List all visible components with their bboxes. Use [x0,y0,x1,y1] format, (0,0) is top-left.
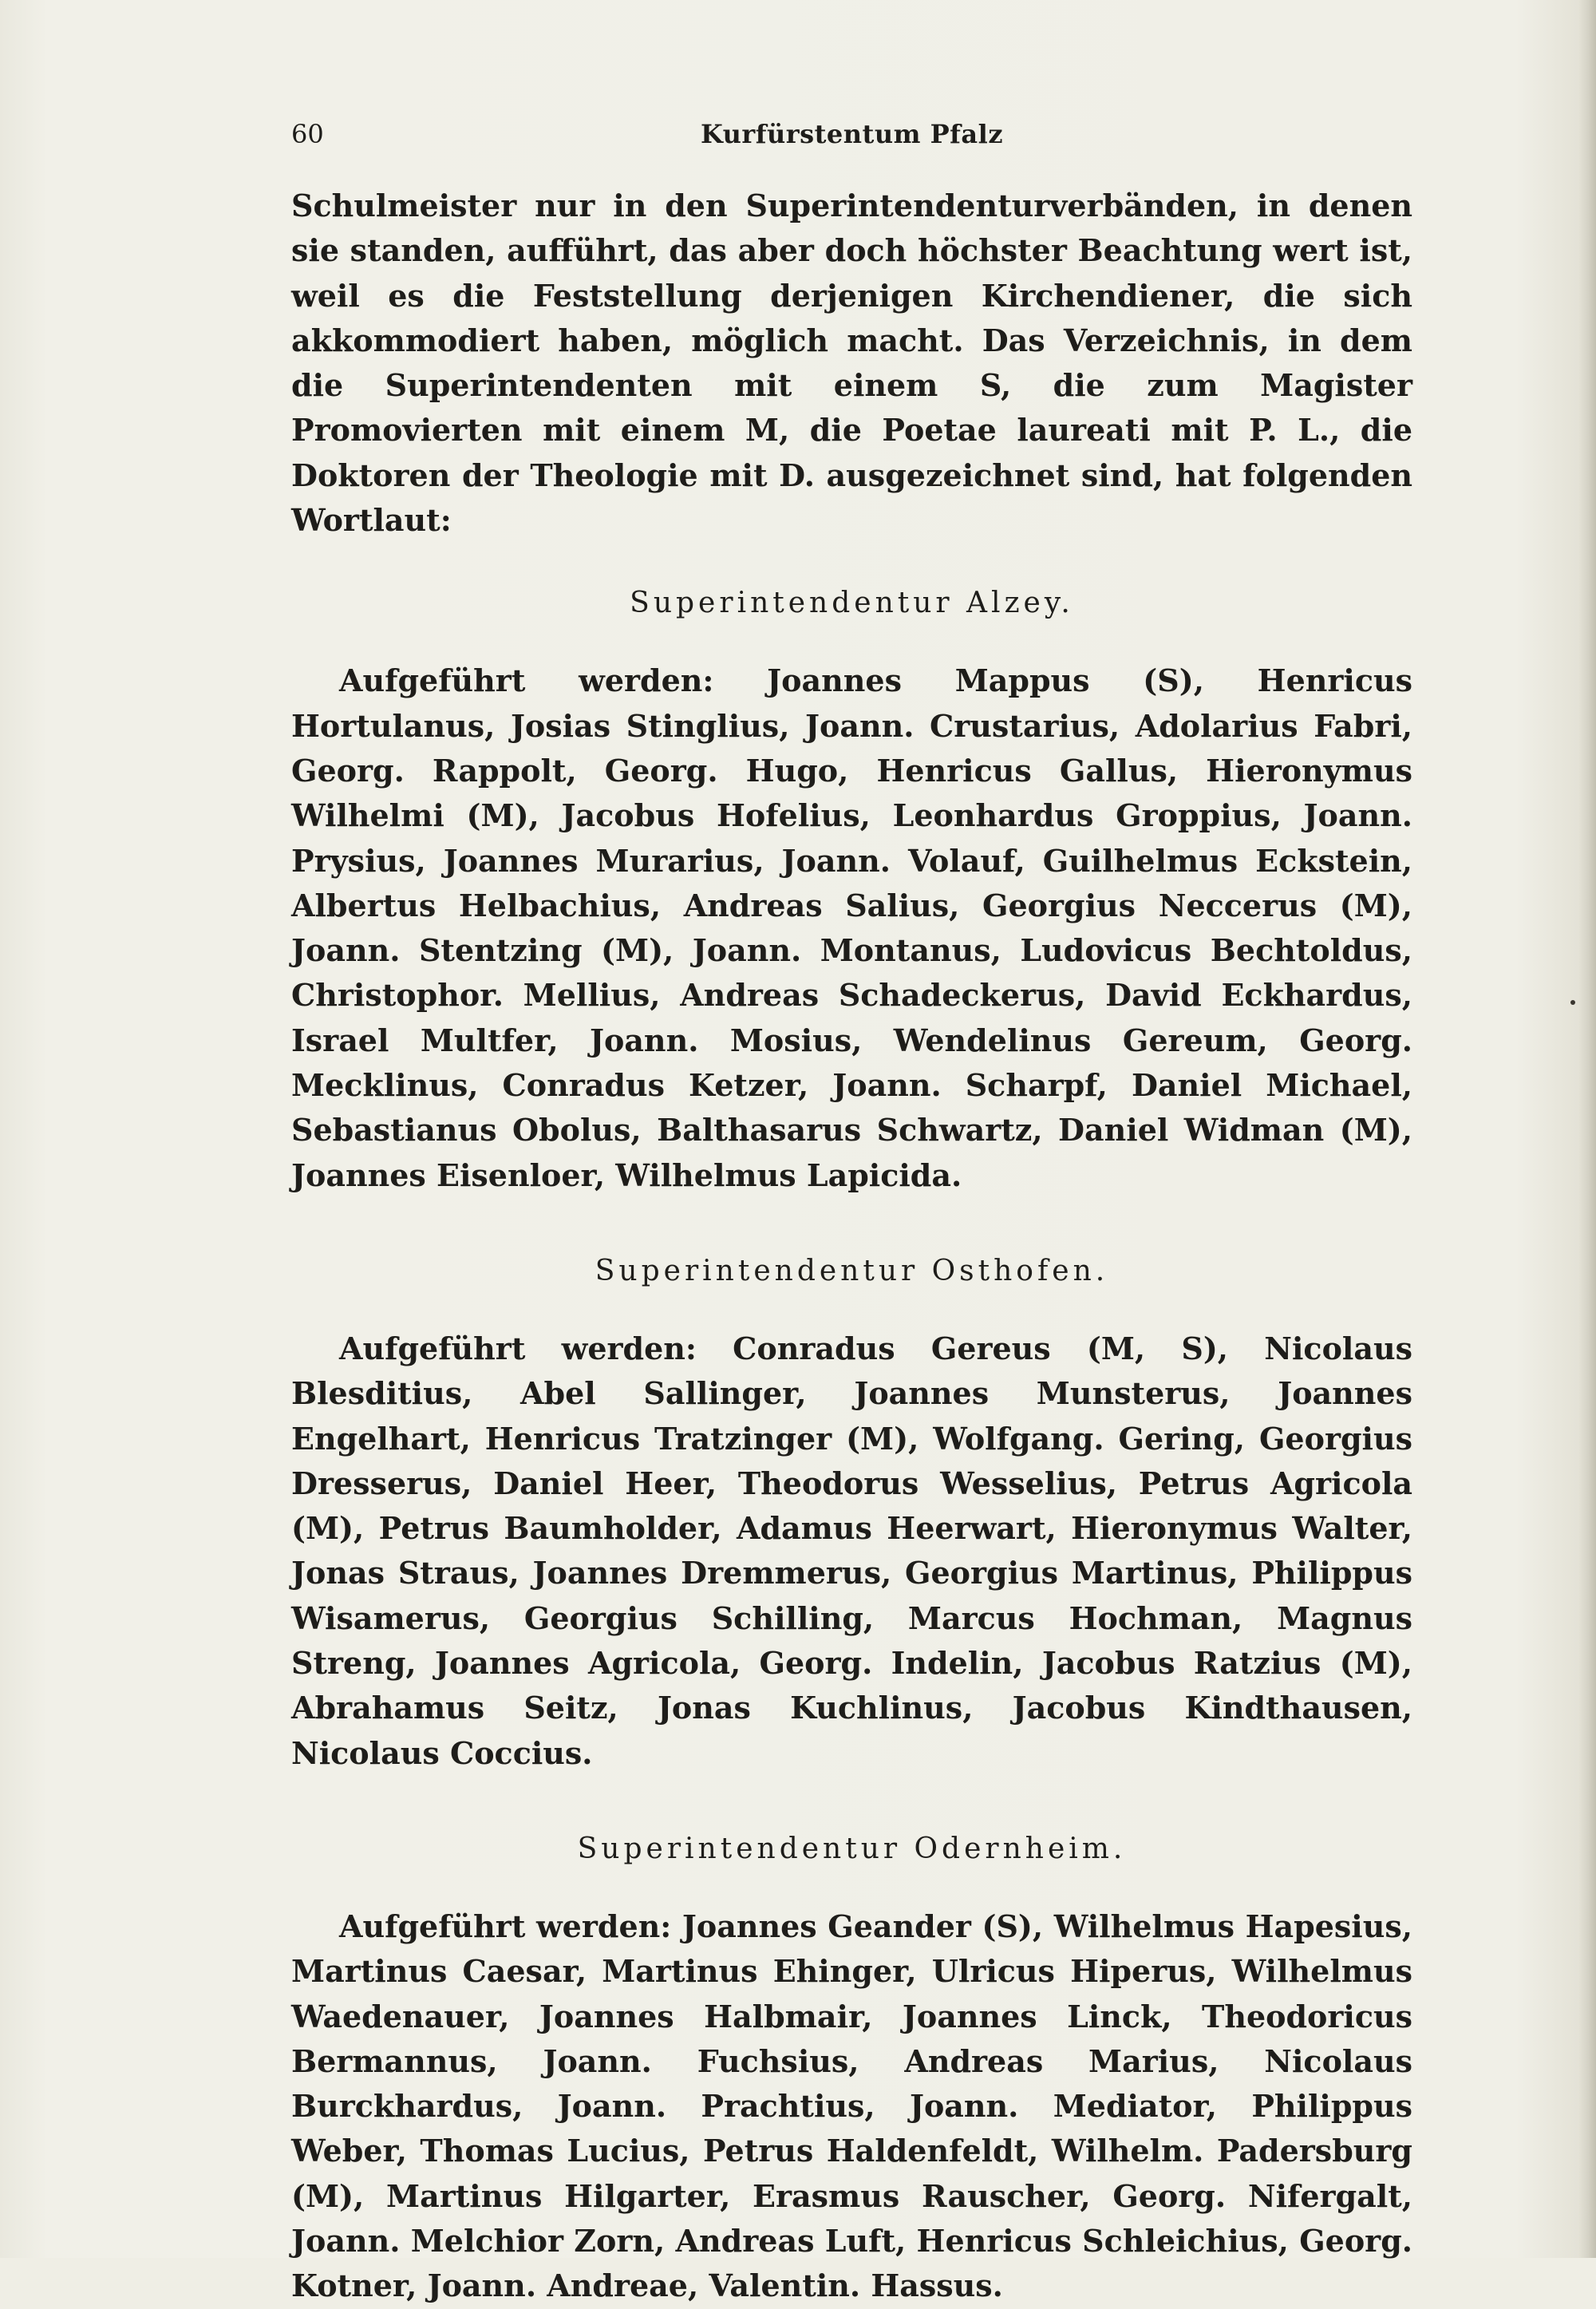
ink-speck [1570,1000,1575,1005]
section-paragraph-alzey: Aufgeführt werden: Joannes Mappus (S), Henricus Hortulanus, Josias Stinglius, Joann. Crustarius, Adolarius Fabri, Georg. Rappolt, Georg. Hugo, Henricus Gallus, Hieronymus Wilhelmi (M), Jacobus Hofelius, Leonhardus Groppius, Joann. Prysius, Joannes Murarius, Joann. Volauf, Guilhelmus Eckstein, Albertus Helbachius, Andreas Salius, Georgius Neccerus (M), Joann. Stentzing (M), Joann. Montanus, Ludovicus Bechtoldus, Christophor. Mellius, Andreas Schadeckerus, David Eckhardus, Israel Multfer, Joann. Mosius, Wendelinus Gereum, Georg. Mecklinus, Conradus Ketzer, Joann. Scharpf, Daniel Michael, Sebastianus Obolus, Balthasarus Schwartz, Daniel Widman (M), Joannes Eisenloer, Wilhelmus Lapicida. [291,662,1412,1193]
page-edge-shadow [1578,0,1596,2258]
running-header [291,110,1412,158]
section-heading-odernheim: Superintendentur Odernheim. [577,1832,1127,1865]
section-heading-osthofen: Superintendentur Osthofen. [595,1254,1109,1287]
section-heading-alzey: Superintendentur Alzey. [630,587,1074,620]
running-title: Kurfürstentum Pfalz [701,119,1003,149]
document-body [291,184,1412,2309]
page-number: 60 [291,119,324,149]
section-paragraph-osthofen: Aufgeführt werden: Conradus Gereus (M, S), Nicolaus Blesditius, Abel Sallinger, Joannes Munsterus, Joannes Engelhart, Henricus Tratzinger (M), Wolfgang. Gering, Georgius Dresserus, Daniel Heer, Theodorus Wesselius, Petrus Agricola (M), Petrus Baumholder, Adamus Heerwart, Hieronymus Walter, Jonas Straus, Joannes Dremmerus, Georgius Martinus, Philippus Wisamerus, Georgius Schilling, Marcus Hochman, Magnus Streng, Joannes Agricola, Georg. Indelin, Jacobus Ratzius (M), Abrahamus Seitz, Jonas Kuchlinus, Jacobus Kindthausen, Nicolaus Coccius. [291,1330,1412,1771]
intro-paragraph: Schulmeister nur in den Superintendenturverbänden, in denen sie standen, aufführt, das aber doch höchster Beachtung wert ist, weil es die Feststellung derjenigen Kirchendiener, die sich akkommodiert haben, möglich macht. Das Verzeichnis, in dem die Superintendenten mit einem S, die zum Magister Promovierten mit einem M, die Poetae laureati mit P. L., die Doktoren der Theologie mit D. ausgezeichnet sind, hat folgenden Wortlaut: [291,188,1412,539]
section-paragraph-odernheim: Aufgeführt werden: Joannes Geander (S), Wilhelmus Hapesius, Martinus Caesar, Martinus Ehinger, Ulricus Hiperus, Wilhelmus Waedenauer, Joannes Halbmair, Joannes Linck, Theodoricus Bermannus, Joann. Fuchsius, Andreas Marius, Nicolaus Burckhardus, Joann. Prachtius, Joann. Mediator, Philippus Weber, Thomas Lucius, Petrus Haldenfeldt, Wilhelm. Padersburg (M), Martinus Hilgarter, Erasmus Rauscher, Georg. Nifergalt, Joann. Melchior Zorn, Andreas Luft, Henricus Schleichius, Georg. Kotner, Joann. Andreae, Valentin. Hassus. [291,1908,1412,2304]
